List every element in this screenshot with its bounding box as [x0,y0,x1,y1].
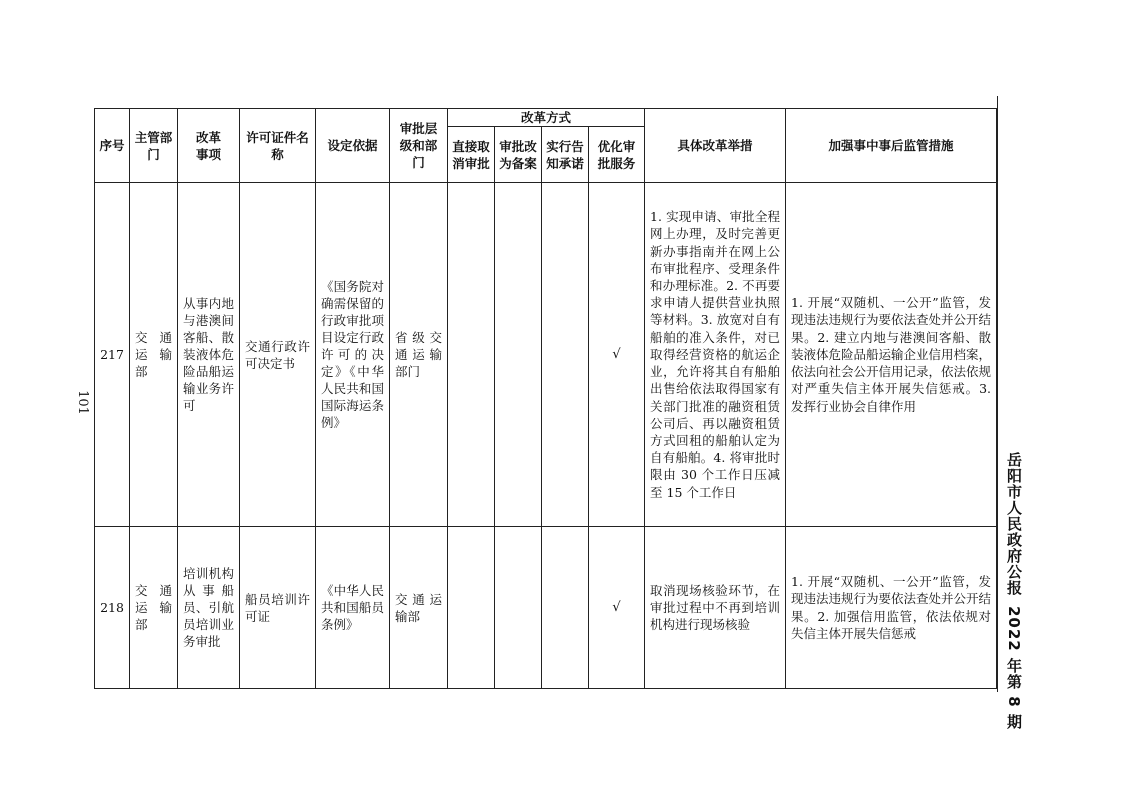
cell-cancel [448,183,495,527]
cell-optimize [589,527,645,689]
cell-license: 船员培训许可证 [240,527,316,689]
side-divider [997,96,998,692]
cell-seq: 218 [95,527,130,689]
cell-notify [542,527,589,689]
check-mark-icon: √ [612,347,621,362]
cell-dept: 交通运输部 [130,183,178,527]
cell-dept: 交通运输部 [130,527,178,689]
journal-issue: 2022 年第 8 期 [1005,606,1023,730]
cell-level: 交通运输部 [390,527,448,689]
check-mark-icon: √ [612,600,621,615]
journal-running-head [1003,452,1025,730]
cell-supervision: 1. 开展“双随机、一公开”监管，发现违法违规行为要依法查处并公开结果。2. 建立内地与港澳间客船、散装液体危险品船运输企业信用档案，依法向社会公开信用记录，依法依规对严重失信主体开展失信惩戒。3. 发挥行业协会自律作用 [786,183,997,527]
cell-optimize [589,183,645,527]
cell-measures: 1. 实现申请、审批全程网上办理，及时完善更新办事指南并在网上公布审批程序、受理条件和办理标准。2. 不再要求申请人提供营业执照等材料。3. 放宽对自有船舶的准入条件，对已取得经营资格的航运企业，允许将其自有船舶出售给依法取得国家有关部门批准的融资租赁公司后、再以融资租赁方式回租的船舶认定为自有船舶。4. 将审批时限由 30 个工作日压减至 15 个工作日 [645,183,786,527]
cell-supervision: 1. 开展“双随机、一公开”监管，发现违法违规行为要依法查处并公开结果。2. 加强信用监管，依法依规对失信主体开展失信惩戒 [786,527,997,689]
header-basis: 设定依据 [316,109,390,183]
cell-level: 省级交通运输部门 [390,183,448,527]
header-cancel: 直接取消审批 [448,127,495,183]
header-notify: 实行告知承诺 [542,127,589,183]
header-filing: 审批改为备案 [495,127,542,183]
header-level: 审批层级和部门 [390,109,448,183]
cell-filing [495,183,542,527]
header-item: 改革事项 [178,109,240,183]
cell-basis: 《中华人民共和国船员条例》 [316,527,390,689]
header-seq: 序号 [95,109,130,183]
table-row [95,527,997,689]
cell-item: 培训机构从事船员、引航员培训业务审批 [178,527,240,689]
header-supervision: 加强事中事后监管措施 [786,109,997,183]
journal-name: 岳阳市人民政府公报 [1005,452,1023,596]
cell-filing [495,527,542,689]
cell-seq: 217 [95,183,130,527]
cell-license: 交通行政许可决定书 [240,183,316,527]
header-measures: 具体改革举措 [645,109,786,183]
table-row [95,183,997,527]
cell-basis: 《国务院对确需保留的行政审批项目设定行政许可的决定》《中华人民共和国国际海运条例》 [316,183,390,527]
reform-table [94,108,997,689]
cell-item: 从事内地与港澳间客船、散装液体危险品船运输业务许可 [178,183,240,527]
header-dept: 主管部门 [130,109,178,183]
cell-measures: 取消现场核验环节，在审批过程中不再到培训机构进行现场核验 [645,527,786,689]
cell-notify [542,183,589,527]
header-license: 许可证件名称 [240,109,316,183]
cell-cancel [448,527,495,689]
header-optimize: 优化审批服务 [589,127,645,183]
page-number: 101 [74,390,90,415]
header-reform-group: 改革方式 [448,109,645,127]
